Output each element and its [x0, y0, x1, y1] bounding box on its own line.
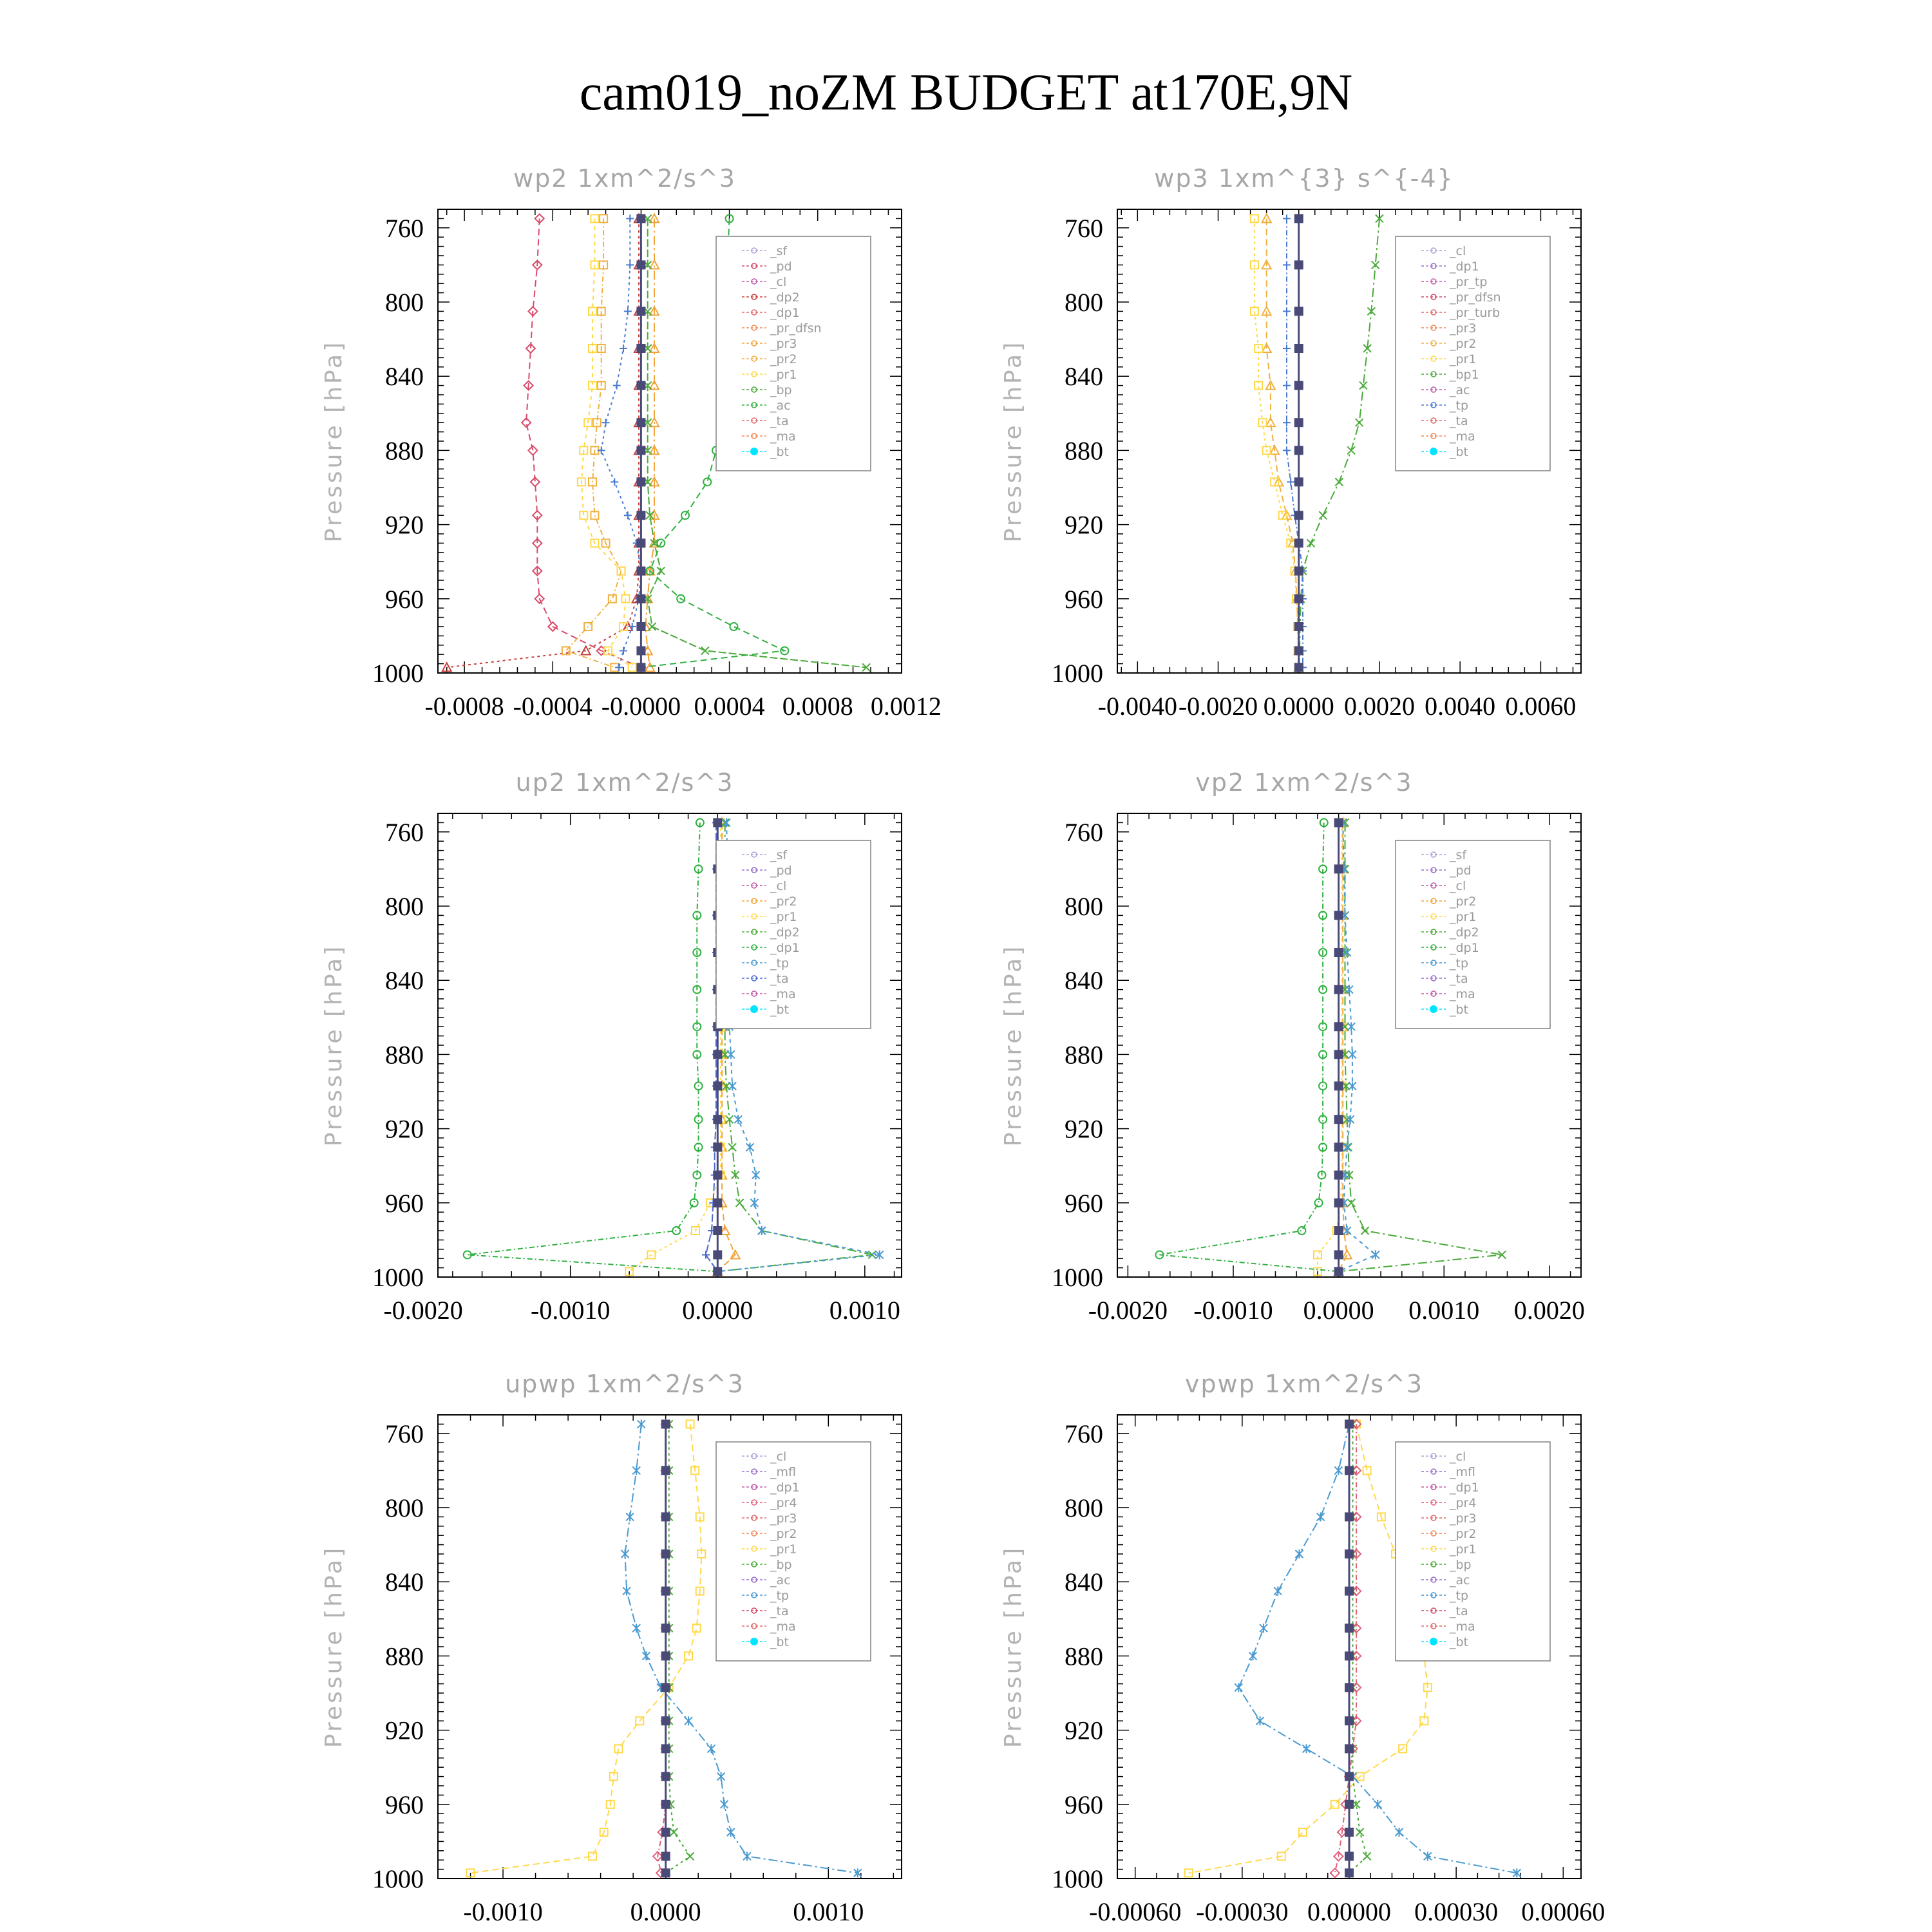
data-point — [1295, 539, 1303, 547]
y-axis-label: Pressure [hPa] — [321, 1545, 347, 1748]
legend-entry: _tp — [770, 1589, 790, 1603]
data-point — [1295, 478, 1303, 486]
y-tick-label: 880 — [1065, 436, 1103, 466]
data-point — [637, 261, 645, 269]
data-point — [714, 1251, 721, 1258]
data-point — [1295, 446, 1303, 454]
legend-entry: _tp — [770, 956, 790, 971]
legend-entry: _tp — [1450, 399, 1469, 413]
legend-entry: _ma — [770, 1620, 796, 1634]
legend-entry: _dp1 — [1450, 260, 1479, 274]
y-tick-label: 880 — [1065, 1040, 1103, 1070]
data-point — [662, 1652, 670, 1660]
data-point — [662, 1624, 670, 1632]
y-tick-label: 800 — [1065, 288, 1103, 317]
legend-entry: _bp — [770, 383, 792, 397]
data-point — [1295, 419, 1303, 426]
data-point — [1335, 986, 1343, 994]
x-tick-label: 0.0010 — [829, 1296, 900, 1325]
data-point — [637, 419, 645, 426]
data-point — [1345, 1624, 1353, 1632]
legend-entry: _ta — [770, 414, 789, 428]
legend-entry: _dp2 — [1450, 925, 1479, 940]
data-point — [662, 1466, 670, 1474]
data-point — [1295, 345, 1303, 352]
y-tick-label: 960 — [385, 1188, 424, 1218]
y-tick-label: 880 — [385, 436, 424, 466]
x-tick-label: -0.0020 — [383, 1296, 463, 1325]
legend-entry: _pr_tp — [1450, 275, 1488, 289]
legend-entry: _cl — [770, 879, 787, 893]
y-tick-label: 920 — [385, 1114, 424, 1144]
data-point — [1335, 1115, 1343, 1123]
y-tick-label: 840 — [1065, 966, 1103, 996]
y-tick-label: 800 — [385, 1493, 424, 1522]
y-tick-label: 800 — [385, 892, 424, 921]
data-point — [1295, 595, 1303, 603]
data-point — [1295, 382, 1303, 390]
data-point — [1345, 1852, 1353, 1860]
panel-title: wp2 1xm^2/s^3 — [513, 164, 736, 193]
legend-entry: _bt — [770, 1003, 790, 1017]
data-point — [1335, 1023, 1343, 1030]
data-point — [714, 819, 721, 826]
y-tick-label: 840 — [385, 966, 424, 996]
y-axis-label: Pressure [hPa] — [321, 943, 347, 1147]
legend-entry: _pr1 — [770, 910, 797, 924]
legend-entry: _pr1 — [1450, 352, 1477, 366]
legend-entry: _bt — [1450, 1635, 1469, 1649]
x-tick-label: 0.0000 — [682, 1296, 753, 1325]
y-tick-label: 960 — [1065, 1790, 1103, 1819]
legend-entry: _bp — [770, 1558, 792, 1572]
data-point — [1345, 1828, 1353, 1836]
data-point — [637, 647, 645, 654]
data-point — [714, 1115, 721, 1123]
y-tick-label: 840 — [1065, 1567, 1103, 1597]
legend-entry: _pr2 — [770, 895, 797, 909]
x-tick-label: -0.0010 — [1193, 1296, 1273, 1325]
data-point — [662, 1773, 670, 1781]
x-tick-label: 0.0008 — [782, 692, 853, 721]
data-point — [662, 1801, 670, 1808]
x-tick-label: -0.00060 — [1089, 1897, 1182, 1926]
data-point — [1335, 1171, 1343, 1179]
x-tick-label: 0.0000 — [630, 1897, 701, 1926]
data-point — [1345, 1513, 1353, 1520]
x-tick-label: 0.0010 — [1408, 1296, 1480, 1325]
legend-entry: _tp — [1450, 1589, 1469, 1603]
data-point — [637, 595, 645, 603]
data-point — [1335, 949, 1343, 956]
legend-entry: _pr3 — [1450, 321, 1477, 336]
y-tick-label: 800 — [1065, 892, 1103, 921]
legend-entry: _pr3 — [770, 1511, 797, 1526]
data-point — [1335, 1143, 1343, 1151]
data-point — [1335, 1251, 1343, 1258]
y-tick-label: 760 — [1065, 213, 1103, 243]
legend-entry: _ta — [770, 1604, 789, 1618]
y-tick-label: 760 — [385, 817, 424, 847]
data-point — [662, 1869, 670, 1877]
legend-entry: _pr1 — [770, 1542, 797, 1557]
legend-marker — [750, 448, 758, 455]
y-tick-label: 960 — [385, 584, 424, 614]
legend-entry: _pr2 — [770, 1527, 797, 1541]
data-point — [1295, 567, 1303, 575]
x-tick-label: 0.0000 — [1263, 692, 1334, 721]
legend-entry: _dp1 — [1450, 1481, 1479, 1495]
data-point — [1335, 911, 1343, 919]
data-point — [662, 1550, 670, 1558]
legend-entry: _ta — [1450, 972, 1468, 986]
legend-entry: _ac — [1450, 1573, 1470, 1587]
data-point — [714, 1267, 721, 1275]
x-tick-label: 0.00000 — [1307, 1897, 1391, 1926]
data-point — [1295, 261, 1303, 269]
legend-entry: _ma — [1450, 987, 1475, 1001]
data-point — [1295, 511, 1303, 519]
x-tick-label: 0.0012 — [870, 692, 942, 721]
legend-marker — [750, 1638, 758, 1645]
x-tick-label: 0.00060 — [1521, 1897, 1605, 1926]
data-point — [714, 1050, 721, 1058]
legend-entry: _ac — [770, 1573, 791, 1587]
data-point — [662, 1420, 670, 1428]
y-axis-label: Pressure [hPa] — [1000, 339, 1027, 543]
legend-entry: _dp1 — [1450, 941, 1479, 955]
data-point — [714, 1227, 721, 1235]
x-tick-label: 0.0004 — [694, 692, 765, 721]
legend-entry: _dp2 — [770, 925, 800, 940]
legend-entry: _pr3 — [1450, 1511, 1477, 1526]
legend-entry: _sf — [770, 244, 788, 258]
y-tick-label: 920 — [1065, 1716, 1103, 1745]
x-tick-label: -0.00030 — [1196, 1897, 1289, 1926]
legend-entry: _ma — [1450, 430, 1475, 444]
data-point — [662, 1852, 670, 1860]
panel-title: vpwp 1xm^2/s^3 — [1184, 1370, 1424, 1398]
legend-entry: _mfl — [770, 1465, 796, 1479]
x-tick-label: 0.00030 — [1414, 1897, 1499, 1926]
data-point — [1345, 1652, 1353, 1660]
legend-entry: _dp2 — [770, 290, 800, 305]
x-tick-label: 0.0010 — [793, 1897, 864, 1926]
legend-entry: _ma — [1450, 1620, 1475, 1634]
x-tick-label: -0.0008 — [424, 692, 504, 721]
x-tick-label: 0.0000 — [1303, 1296, 1374, 1325]
data-point — [662, 1587, 670, 1595]
data-point — [637, 446, 645, 454]
legend-entry: _dp1 — [770, 1481, 800, 1495]
panel-title: wp3 1xm^{3} s^{-4} — [1154, 164, 1454, 193]
legend-entry: _pr_turb — [1450, 306, 1501, 320]
legend-entry: _ta — [1450, 414, 1468, 428]
data-point — [1345, 1869, 1353, 1877]
legend-entry: _pr_dfsn — [770, 321, 822, 336]
x-tick-label: -0.0020 — [1178, 692, 1258, 721]
legend-entry: _pr2 — [1450, 895, 1477, 909]
y-tick-label: 960 — [1065, 584, 1103, 614]
y-tick-label: 880 — [385, 1040, 424, 1070]
legend-marker — [1430, 1638, 1437, 1645]
data-point — [1345, 1550, 1353, 1558]
data-point — [714, 1171, 721, 1179]
data-point — [1345, 1683, 1353, 1691]
legend-entry: _pr4 — [1450, 1496, 1477, 1510]
data-point — [1295, 647, 1303, 654]
data-point — [714, 1199, 721, 1207]
data-point — [637, 539, 645, 547]
x-tick-label: 0.0040 — [1425, 692, 1496, 721]
data-point — [662, 1717, 670, 1725]
data-point — [637, 478, 645, 486]
data-point — [1345, 1773, 1353, 1781]
y-tick-label: 920 — [1065, 510, 1103, 540]
legend-entry: _ta — [770, 972, 789, 986]
legend-entry: _bt — [1450, 1003, 1469, 1017]
y-tick-label: 1000 — [1052, 1864, 1103, 1893]
data-point — [1295, 214, 1303, 222]
legend-entry: _cl — [1450, 1450, 1466, 1464]
data-point — [1345, 1717, 1353, 1725]
legend-entry: _bt — [1450, 445, 1469, 459]
y-tick-label: 920 — [385, 510, 424, 540]
y-axis-label: Pressure [hPa] — [1000, 1545, 1027, 1748]
data-point — [1335, 1267, 1343, 1275]
legend-entry: _dp1 — [770, 306, 800, 320]
data-point — [637, 511, 645, 519]
data-point — [662, 1828, 670, 1836]
data-point — [637, 663, 645, 671]
y-tick-label: 840 — [1065, 362, 1103, 392]
y-tick-label: 920 — [385, 1716, 424, 1745]
data-point — [1335, 1227, 1343, 1235]
data-point — [637, 623, 645, 630]
panel-title: up2 1xm^2/s^3 — [515, 768, 734, 797]
legend-marker — [1430, 448, 1437, 455]
x-tick-label: 0.0020 — [1343, 692, 1415, 721]
data-point — [637, 345, 645, 352]
y-tick-label: 1000 — [372, 1864, 424, 1893]
data-point — [637, 214, 645, 222]
y-tick-label: 1000 — [1052, 1263, 1103, 1292]
legend-entry: _bt — [770, 445, 790, 459]
y-tick-label: 800 — [1065, 1493, 1103, 1522]
data-point — [1295, 663, 1303, 671]
legend-entry: _pr1 — [1450, 910, 1477, 924]
legend-entry: _pr2 — [770, 352, 797, 366]
panel-title: upwp 1xm^2/s^3 — [505, 1370, 744, 1398]
data-point — [1345, 1801, 1353, 1808]
data-point — [714, 1143, 721, 1151]
y-tick-label: 760 — [1065, 1419, 1103, 1448]
legend-entry: _tp — [1450, 956, 1469, 971]
data-point — [1295, 307, 1303, 315]
legend-entry: _pr2 — [1450, 1527, 1477, 1541]
y-tick-label: 1000 — [372, 1263, 424, 1292]
legend-marker — [1430, 1005, 1437, 1013]
panel-title: vp2 1xm^2/s^3 — [1195, 768, 1413, 797]
legend-entry: _sf — [770, 848, 788, 862]
data-point — [637, 307, 645, 315]
legend-entry: _ac — [1450, 383, 1470, 397]
data-point — [714, 1082, 721, 1090]
y-tick-label: 840 — [385, 1567, 424, 1597]
y-tick-label: 920 — [1065, 1114, 1103, 1144]
data-point — [1335, 1050, 1343, 1058]
legend-entry: _pr2 — [1450, 337, 1477, 351]
legend-entry: _cl — [770, 275, 787, 289]
legend-entry: _dp1 — [770, 941, 800, 955]
y-tick-label: 1000 — [1052, 659, 1103, 688]
data-point — [1345, 1466, 1353, 1474]
data-point — [1335, 1199, 1343, 1207]
y-tick-label: 960 — [1065, 1188, 1103, 1218]
y-axis-label: Pressure [hPa] — [1000, 943, 1027, 1147]
y-tick-label: 1000 — [372, 659, 424, 688]
legend-entry: _ma — [770, 987, 796, 1001]
x-tick-label: -0.0040 — [1097, 692, 1177, 721]
y-tick-label: 880 — [1065, 1642, 1103, 1671]
data-point — [1345, 1745, 1353, 1752]
x-tick-label: -0.0004 — [513, 692, 592, 721]
legend-entry: _pr4 — [770, 1496, 797, 1510]
legend-entry: _sf — [1450, 848, 1467, 862]
data-point — [662, 1683, 670, 1691]
x-tick-label: -0.0010 — [531, 1296, 611, 1325]
data-point — [1345, 1420, 1353, 1428]
legend-entry: _cl — [1450, 879, 1466, 893]
data-point — [1335, 865, 1343, 873]
data-point — [662, 1513, 670, 1520]
y-tick-label: 760 — [385, 1419, 424, 1448]
y-tick-label: 800 — [385, 288, 424, 317]
y-tick-label: 760 — [385, 213, 424, 243]
data-point — [1335, 1082, 1343, 1090]
data-point — [1345, 1587, 1353, 1595]
x-tick-label: 0.0060 — [1505, 692, 1577, 721]
legend-entry: _ma — [770, 430, 796, 444]
data-point — [662, 1745, 670, 1752]
y-tick-label: 760 — [1065, 817, 1103, 847]
legend-marker — [750, 1005, 758, 1013]
x-tick-label: -0.0010 — [463, 1897, 543, 1926]
legend-entry: _pr1 — [770, 368, 797, 382]
legend-entry: _cl — [1450, 244, 1466, 258]
legend-entry: _pd — [770, 260, 792, 274]
legend-entry: _pd — [770, 864, 792, 878]
legend-entry: _bp1 — [1450, 368, 1479, 382]
x-tick-label: -0.0000 — [601, 692, 681, 721]
legend-entry: _pr_dfsn — [1450, 290, 1501, 305]
legend-entry: _bp — [1450, 1558, 1472, 1572]
y-tick-label: 840 — [385, 362, 424, 392]
x-tick-label: -0.0020 — [1088, 1296, 1168, 1325]
y-axis-label: Pressure [hPa] — [321, 339, 347, 543]
legend-entry: _pr1 — [1450, 1542, 1477, 1557]
figure-title: cam019_noZM BUDGET at170E,9N — [579, 64, 1353, 121]
legend-entry: _ac — [770, 399, 791, 413]
legend-entry: _pd — [1450, 864, 1472, 878]
y-tick-label: 880 — [385, 1642, 424, 1671]
data-point — [1335, 819, 1343, 826]
legend-entry: _ta — [1450, 1604, 1468, 1618]
legend-entry: _pr3 — [770, 337, 797, 351]
legend-entry: _bt — [770, 1635, 790, 1649]
data-point — [637, 382, 645, 390]
legend-entry: _mfl — [1450, 1465, 1475, 1479]
data-point — [1295, 623, 1303, 630]
legend-entry: _cl — [770, 1450, 787, 1464]
y-tick-label: 960 — [385, 1790, 424, 1819]
x-tick-label: 0.0020 — [1513, 1296, 1585, 1325]
data-point — [637, 567, 645, 575]
